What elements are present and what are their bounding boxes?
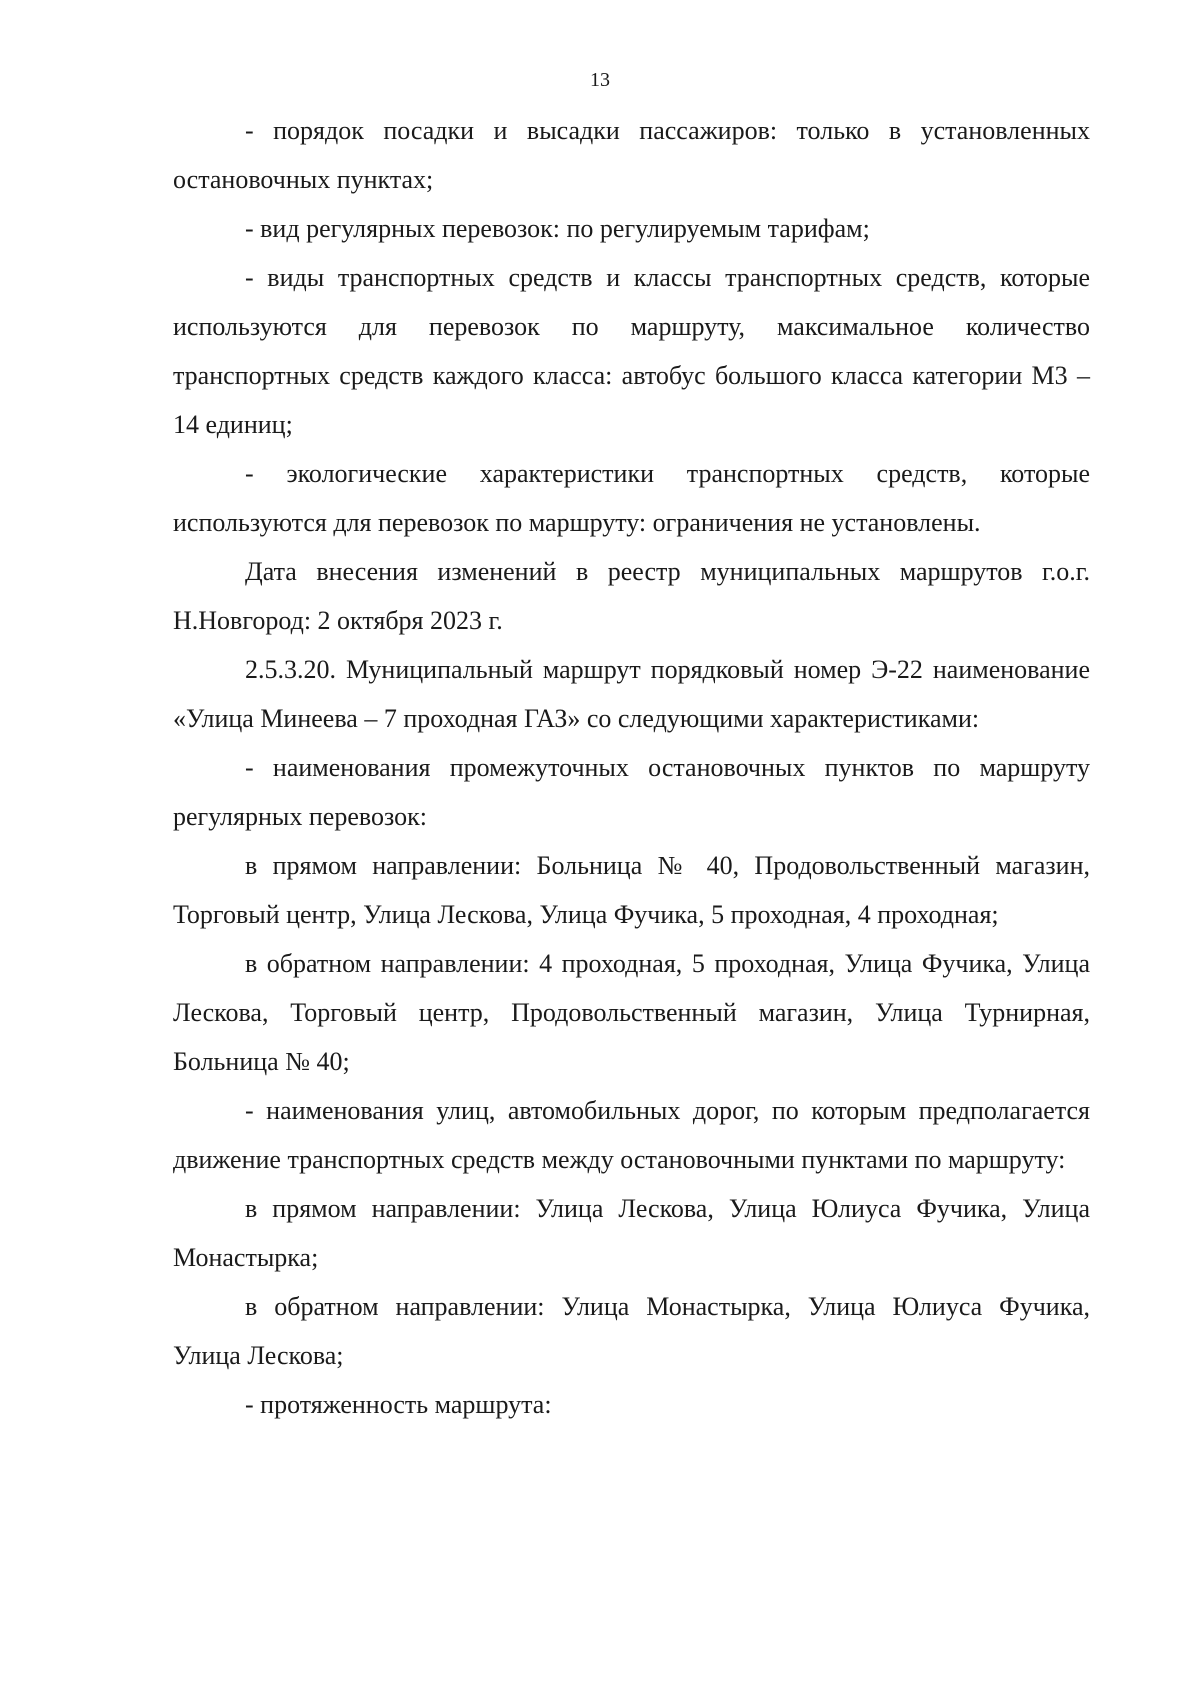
paragraph-streets-heading: - наименования улиц, автомобильных дорог, по которым предполагается движение транспортных средств между остановочными пунктами по маршруту:	[173, 1096, 1090, 1174]
page-number: 13	[590, 69, 610, 91]
paragraph-intermediate-stops: - наименования промежуточных остановочных пунктов по маршруту регулярных перевозок:	[173, 753, 1090, 831]
paragraph-vehicle-classes: - виды транспортных средств и классы транспортных средств, которые используются для перевозок по маршруту, максимальное количество транспортных средств каждого класса: автобус большого класса категории М3 – 14 единиц;	[173, 263, 1090, 439]
paragraph-route-length: - протяженность маршрута:	[245, 1390, 552, 1419]
paragraph-ecological-characteristics: - экологические характеристики транспортных средств, которые используются для перевозок по маршруту: ограничения не установлены.	[173, 459, 1090, 537]
paragraph-route-heading: 2.5.3.20. Муниципальный маршрут порядковый номер Э-22 наименование «Улица Минеева – 7 проходная ГАЗ» со следующими характеристиками:	[173, 655, 1090, 733]
paragraph-forward-stops: в прямом направлении: Больница № 40, Продовольственный магазин, Торговый центр, Улица Лескова, Улица Фучика, 5 проходная, 4 проходная;	[173, 851, 1090, 929]
paragraph-reverse-streets: в обратном направлении: Улица Монастырка, Улица Юлиуса Фучика, Улица Лескова;	[173, 1292, 1090, 1370]
paragraph-transport-type: - вид регулярных перевозок: по регулируемым тарифам;	[245, 214, 870, 243]
document-body	[173, 106, 1090, 1429]
paragraph-forward-streets: в прямом направлении: Улица Лескова, Улица Юлиуса Фучика, Улица Монастырка;	[173, 1194, 1090, 1272]
paragraph-boarding-order: - порядок посадки и высадки пассажиров: только в установленных остановочных пунктах;	[173, 116, 1090, 194]
paragraph-reverse-stops: в обратном направлении: 4 проходная, 5 проходная, Улица Фучика, Улица Лескова, Торговый центр, Продовольственный магазин, Улица Турнирная, Больница № 40;	[173, 949, 1090, 1076]
paragraph-registry-change-date: Дата внесения изменений в реестр муниципальных маршрутов г.о.г. Н.Новгород: 2 октября 2023 г.	[173, 557, 1090, 635]
